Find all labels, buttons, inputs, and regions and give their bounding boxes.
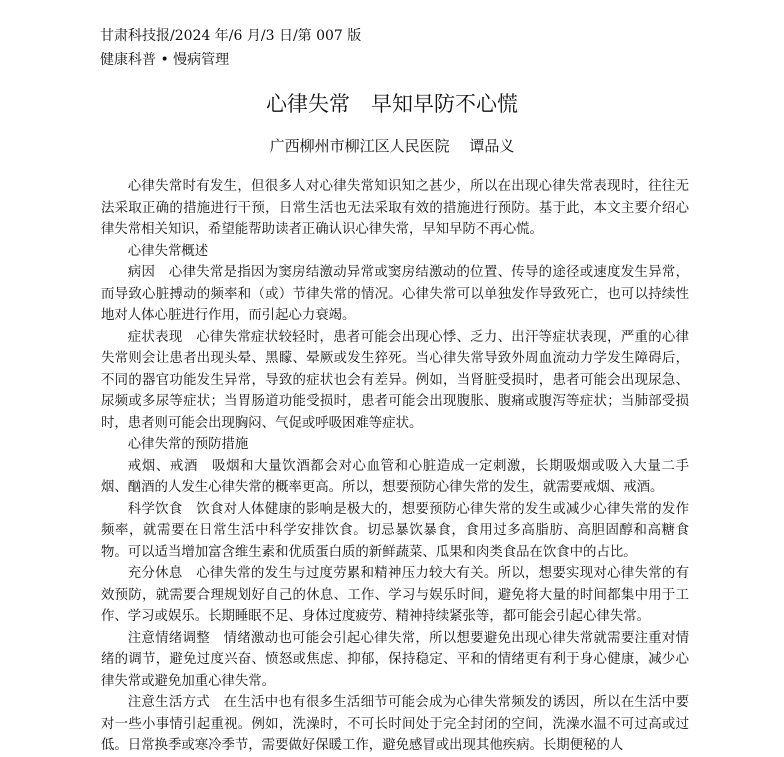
intro-paragraph: 心律失常时有发生，但很多人对心律失常知识知之甚少，所以在出现心律失常表现时，往往无法采取正确的措施进行干预，日常生活也无法采取有效的措施进行预防。基于此，本文主要介绍心律失常相关知识，希望能帮助读者正确认识心律失常，早知早防不再心慌。 bbox=[101, 179, 689, 237]
paragraph-lifestyle: 注意生活方式 在生活中也有很多生活细节可能会成为心律失常频发的诱因，所以在生活中要对一些小事情引起重视。例如，洗澡时，不可长时间处于完全封闭的空间，洗澡水温不可过高或过低。日常换季或寒冷季节，需要做好保暖工作，避免感冒或出现其他疾病。长期便秘的人 bbox=[101, 695, 689, 753]
article-title: 心律失常 早知早防不心慌 bbox=[266, 92, 518, 116]
paragraph-rest: 充分休息 心律失常的发生与过度劳累和精神压力较大有关。所以，想要实现对心律失常的有效预防，就需要合理规划好自己的休息、工作、学习与娱乐时间，避免将大量的时间都集中用于工作、学习或娱乐。长期睡眠不足、身体过度疲劳、精神持续紧张等，都可能会引起心律失常。 bbox=[101, 566, 689, 624]
paragraph-quit-smoking-drinking: 戒烟、戒酒 吸烟和大量饮酒都会对心血管和心脏造成一定刺激，长期吸烟或吸入大量二手烟、酗酒的人发生心律失常的概率更高。所以，想要预防心律失常的发生，就需要戒烟、戒酒。 bbox=[101, 458, 689, 495]
paragraph-diet: 科学饮食 饮食对人体健康的影响是极大的，想要预防心律失常的发生或减少心律失常的发作频率，就需要在日常生活中科学安排饮食。切忌暴饮暴食，食用过多高脂肪、高胆固醇和高糖食物。可以适当增加富含维生素和优质蛋白质的新鲜蔬菜、瓜果和肉类食品在饮食中的占比。 bbox=[101, 501, 689, 560]
paragraph-symptoms: 症状表现 心律失常症状较轻时，患者可能会出现心悸、乏力、出汗等症状表现，严重的心律失常则会让患者出现头晕、黑矇、晕厥或发生猝死。当心律失常导致外周血流动力学发生障碍后，不同的器官功能发生异常，导致的症状也会有差异。例如，当肾脏受损时，患者可能会出现尿急、尿频或多尿等症状；当胃肠道功能受损时，患者可能会出现腹胀、腹痛或腹泻等症状；当肺部受损时，患者则可能会出现胸闷、气促或呼吸困难等症状。 bbox=[101, 329, 689, 431]
paragraph-cause: 病因 心律失常是指因为窦房结激动异常或窦房结激动的位置、传导的途径或速度发生异常，而导致心脏搏动的频率和（或）节律失常的情况。心律失常可以单独发作导致死亡，也可以持续性地对人体心脏进行作用，而引起心力衰竭。 bbox=[101, 265, 689, 323]
paragraph-emotion: 注意情绪调整 情绪激动也可能会引起心律失常，所以想要避免出现心律失常就需要注重对情绪的调节，避免过度兴奋、愤怒或焦虑、抑郁，保持稳定、平和的情绪更有利于身心健康，减少心律失常或避免加重心律失常。 bbox=[101, 630, 689, 689]
document-header bbox=[100, 24, 361, 72]
section-heading-overview: 心律失常概述 bbox=[127, 243, 209, 259]
column-line: 健康科普 • 慢病管理 bbox=[100, 52, 230, 68]
newspaper-source-line: 甘肃科技报/2024 年/6 月/3 日/第 007 版 bbox=[100, 28, 362, 44]
section-heading-prevention: 心律失常的预防措施 bbox=[127, 437, 249, 452]
article-body bbox=[101, 176, 689, 757]
article-author: 广西柳州市柳江区人民医院 谭品义 bbox=[269, 137, 515, 155]
